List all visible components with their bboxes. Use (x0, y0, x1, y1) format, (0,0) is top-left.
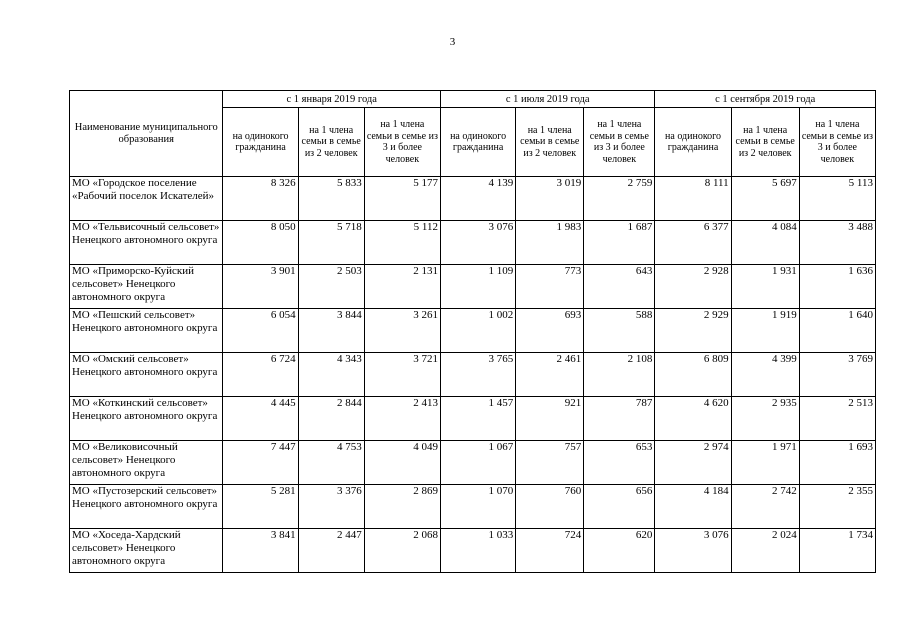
value-cell: 3 076 (440, 221, 515, 265)
value-cell: 2 108 (584, 353, 655, 397)
value-cell: 2 929 (655, 309, 731, 353)
value-cell: 5 833 (298, 177, 364, 221)
value-cell: 1 919 (731, 309, 799, 353)
value-cell: 6 054 (223, 309, 298, 353)
value-cell: 1 687 (584, 221, 655, 265)
value-cell: 3 261 (364, 309, 440, 353)
table-row (70, 265, 876, 309)
table-row (70, 485, 876, 529)
value-cell: 643 (584, 265, 655, 309)
value-cell: 921 (516, 397, 584, 441)
municipality-name: МО «Тельвисочный сельсовет» Ненецкого автономного округа (70, 221, 223, 265)
municipality-name: МО «Пешский сельсовет» Ненецкого автономного округа (70, 309, 223, 353)
value-cell: 653 (584, 441, 655, 485)
value-cell: 2 759 (584, 177, 655, 221)
value-cell: 1 002 (440, 309, 515, 353)
value-cell: 5 113 (799, 177, 875, 221)
value-cell: 5 718 (298, 221, 364, 265)
value-cell: 4 049 (364, 441, 440, 485)
value-cell: 3 721 (364, 353, 440, 397)
value-cell: 7 447 (223, 441, 298, 485)
value-cell: 1 734 (799, 529, 875, 573)
value-cell: 8 111 (655, 177, 731, 221)
value-cell: 787 (584, 397, 655, 441)
value-cell: 760 (516, 485, 584, 529)
period-header-september: с 1 сентября 2019 года (655, 91, 876, 108)
value-cell: 2 355 (799, 485, 875, 529)
value-cell: 2 844 (298, 397, 364, 441)
subheader-family-2: на 1 члена семьи в семье из 2 человек (516, 108, 584, 177)
value-cell: 4 184 (655, 485, 731, 529)
value-cell: 4 753 (298, 441, 364, 485)
value-cell: 3 019 (516, 177, 584, 221)
value-cell: 2 869 (364, 485, 440, 529)
value-cell: 2 928 (655, 265, 731, 309)
value-cell: 656 (584, 485, 655, 529)
value-cell: 1 457 (440, 397, 515, 441)
value-cell: 2 131 (364, 265, 440, 309)
value-cell: 1 640 (799, 309, 875, 353)
table-row (70, 441, 876, 485)
subheader-family-3plus: на 1 члена семьи в семье из 3 и более человек (799, 108, 875, 177)
value-cell: 2 068 (364, 529, 440, 573)
value-cell: 2 447 (298, 529, 364, 573)
value-cell: 724 (516, 529, 584, 573)
value-cell: 3 076 (655, 529, 731, 573)
value-cell: 1 931 (731, 265, 799, 309)
value-cell: 5 177 (364, 177, 440, 221)
subsistence-minimum-table (69, 90, 876, 573)
value-cell: 2 461 (516, 353, 584, 397)
municipality-column-header: Наименование муниципального образования (70, 91, 223, 177)
value-cell: 1 033 (440, 529, 515, 573)
subheader-family-2: на 1 члена семьи в семье из 2 человек (298, 108, 364, 177)
subheader-family-3plus: на 1 члена семьи в семье из 3 и более человек (364, 108, 440, 177)
value-cell: 2 413 (364, 397, 440, 441)
value-cell: 693 (516, 309, 584, 353)
municipality-name: МО «Пустозерский сельсовет» Ненецкого автономного округа (70, 485, 223, 529)
subheader-single: на одинокого гражданина (655, 108, 731, 177)
value-cell: 1 067 (440, 441, 515, 485)
municipality-name: МО «Великовисочный сельсовет» Ненецкого автономного округа (70, 441, 223, 485)
subheader-family-2: на 1 члена семьи в семье из 2 человек (731, 108, 799, 177)
value-cell: 4 139 (440, 177, 515, 221)
value-cell: 2 742 (731, 485, 799, 529)
value-cell: 588 (584, 309, 655, 353)
value-cell: 1 983 (516, 221, 584, 265)
value-cell: 1 070 (440, 485, 515, 529)
table-row (70, 529, 876, 573)
period-header-january: с 1 января 2019 года (223, 91, 441, 108)
value-cell: 2 935 (731, 397, 799, 441)
value-cell: 757 (516, 441, 584, 485)
value-cell: 2 024 (731, 529, 799, 573)
value-cell: 1 971 (731, 441, 799, 485)
municipality-name: МО «Приморско-Куйский сельсовет» Ненецкого автономного округа (70, 265, 223, 309)
value-cell: 2 503 (298, 265, 364, 309)
value-cell: 8 326 (223, 177, 298, 221)
value-cell: 2 513 (799, 397, 875, 441)
value-cell: 4 084 (731, 221, 799, 265)
value-cell: 3 765 (440, 353, 515, 397)
value-cell: 3 844 (298, 309, 364, 353)
subheader-family-3plus: на 1 члена семьи в семье из 3 и более человек (584, 108, 655, 177)
table-row (70, 397, 876, 441)
value-cell: 5 697 (731, 177, 799, 221)
value-cell: 773 (516, 265, 584, 309)
subheader-single: на одинокого гражданина (440, 108, 515, 177)
value-cell: 5 281 (223, 485, 298, 529)
municipality-name: МО «Омский сельсовет» Ненецкого автономного округа (70, 353, 223, 397)
value-cell: 1 693 (799, 441, 875, 485)
table-row (70, 177, 876, 221)
value-cell: 5 112 (364, 221, 440, 265)
value-cell: 4 445 (223, 397, 298, 441)
municipality-name: МО «Городское поселение «Рабочий поселок Искателей» (70, 177, 223, 221)
page-number: 3 (449, 36, 456, 48)
value-cell: 3 769 (799, 353, 875, 397)
value-cell: 1 636 (799, 265, 875, 309)
table-row (70, 309, 876, 353)
period-header-july: с 1 июля 2019 года (440, 91, 654, 108)
value-cell: 3 901 (223, 265, 298, 309)
value-cell: 620 (584, 529, 655, 573)
subheader-single: на одинокого гражданина (223, 108, 298, 177)
value-cell: 4 620 (655, 397, 731, 441)
table-row (70, 221, 876, 265)
value-cell: 2 974 (655, 441, 731, 485)
value-cell: 3 376 (298, 485, 364, 529)
value-cell: 4 343 (298, 353, 364, 397)
value-cell: 3 841 (223, 529, 298, 573)
table-row (70, 353, 876, 397)
municipality-name: МО «Хоседа-Хардский сельсовет» Ненецкого автономного округа (70, 529, 223, 573)
value-cell: 4 399 (731, 353, 799, 397)
value-cell: 6 377 (655, 221, 731, 265)
municipality-name: МО «Коткинский сельсовет» Ненецкого автономного округа (70, 397, 223, 441)
value-cell: 8 050 (223, 221, 298, 265)
value-cell: 6 724 (223, 353, 298, 397)
value-cell: 3 488 (799, 221, 875, 265)
value-cell: 1 109 (440, 265, 515, 309)
value-cell: 6 809 (655, 353, 731, 397)
